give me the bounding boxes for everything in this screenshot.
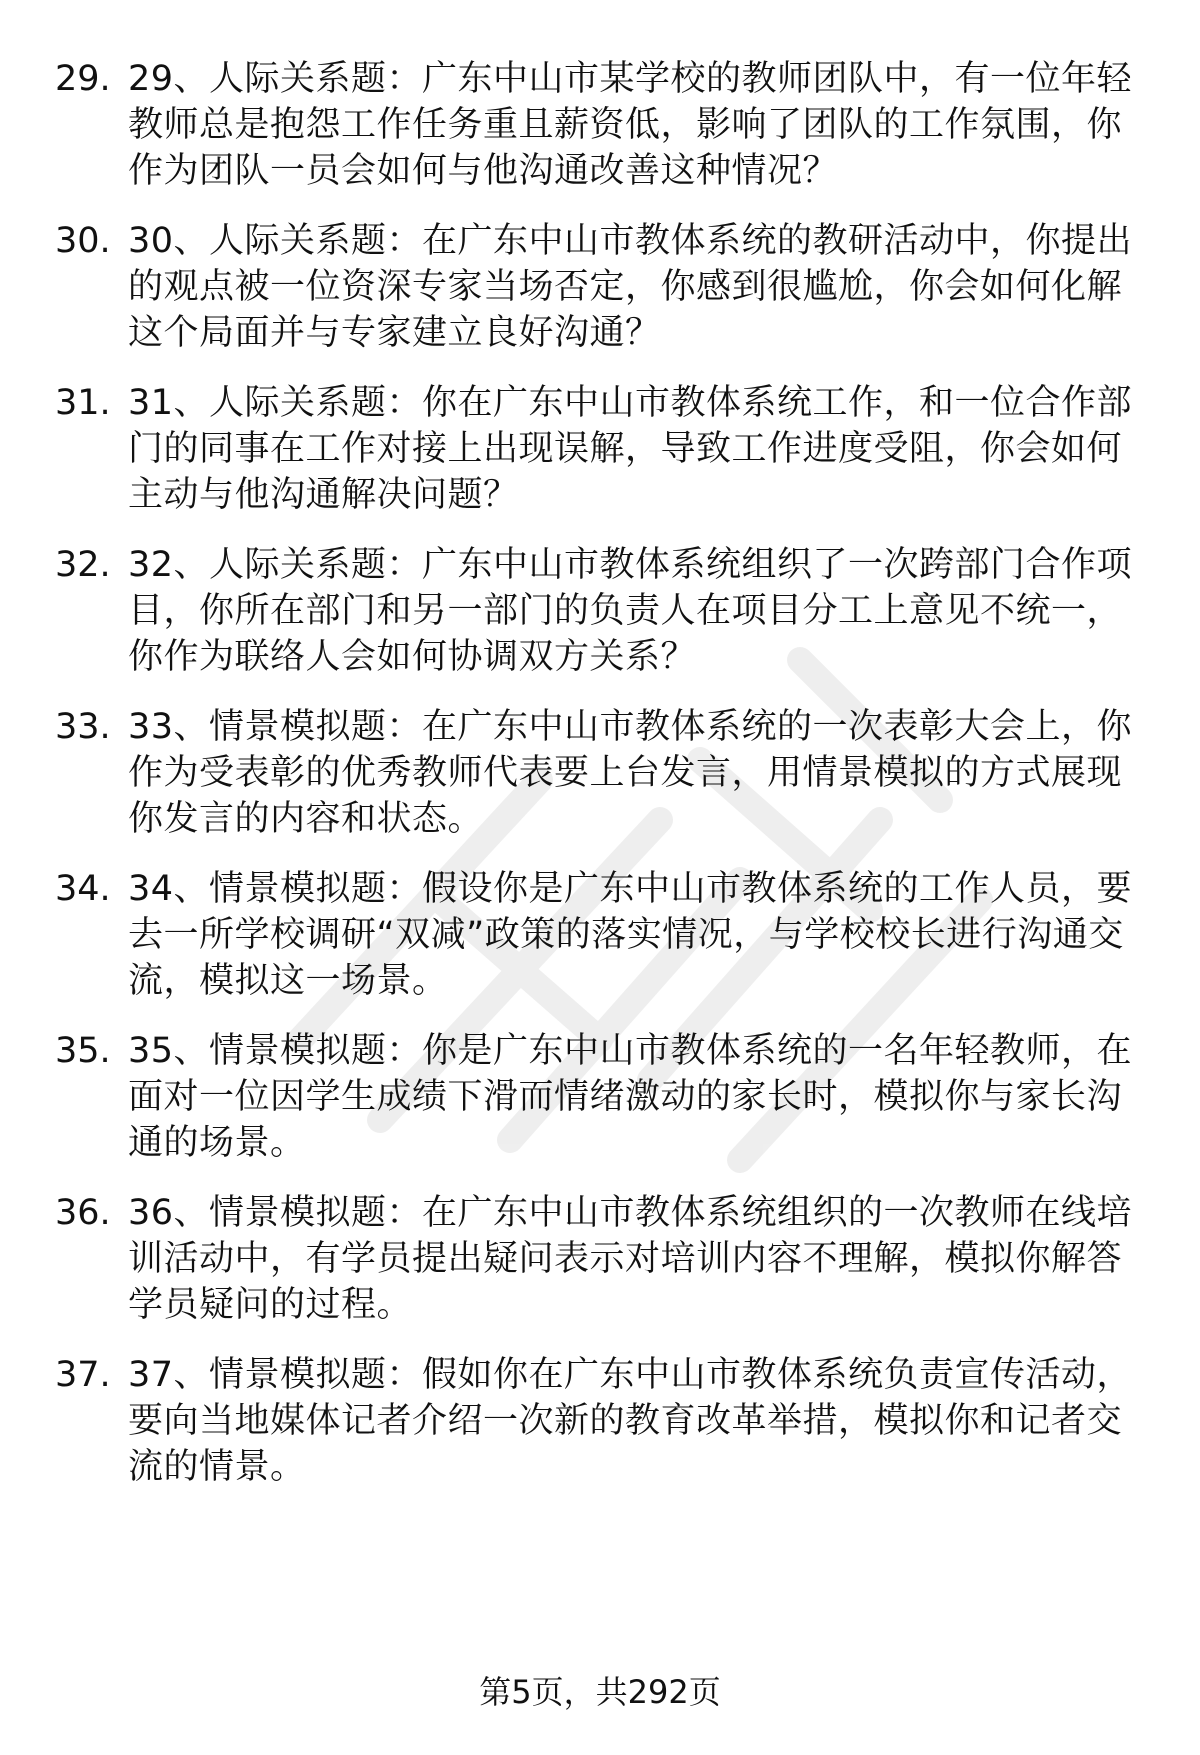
page-number-footer: 第5页，共292页: [479, 1673, 721, 1711]
question-number: 31.: [55, 383, 111, 423]
question-text: 32、人际关系题：广东中山市教体系统组织了一次跨部门合作项目，你所在部门和另一部门的负责人在项目分工上意见不统一，你作为联络人会如何协调双方关系？: [128, 545, 1133, 677]
question-number: 30.: [55, 221, 111, 261]
question-number: 36.: [55, 1193, 111, 1233]
question-number: 34.: [55, 869, 111, 909]
question-number: 37.: [55, 1355, 111, 1395]
question-number: 32.: [55, 545, 111, 585]
question-number: 35.: [55, 1031, 111, 1071]
question-number: 33.: [55, 707, 111, 747]
question-text: 31、人际关系题：你在广东中山市教体系统工作，和一位合作部门的同事在工作对接上出现误解，导致工作进度受阻，你会如何主动与他沟通解决问题？: [128, 383, 1133, 515]
question-text: 37、情景模拟题：假如你在广东中山市教体系统负责宣传活动，要向当地媒体记者介绍一次新的教育改革举措，模拟你和记者交流的情景。: [128, 1355, 1133, 1487]
question-text: 35、情景模拟题：你是广东中山市教体系统的一名年轻教师，在面对一位因学生成绩下滑而情绪激动的家长时，模拟你与家长沟通的场景。: [128, 1031, 1133, 1163]
question-number: 29.: [55, 59, 111, 99]
question-text: 36、情景模拟题：在广东中山市教体系统组织的一次教师在线培训活动中，有学员提出疑问表示对培训内容不理解，模拟你解答学员疑问的过程。: [128, 1193, 1133, 1325]
question-text: 33、情景模拟题：在广东中山市教体系统的一次表彰大会上，你作为受表彰的优秀教师代表要上台发言，用情景模拟的方式展现你发言的内容和状态。: [128, 707, 1133, 839]
question-text: 34、情景模拟题：假设你是广东中山市教体系统的工作人员，要去一所学校调研“双减”政策的落实情况，与学校校长进行沟通交流，模拟这一场景。: [128, 869, 1133, 1001]
question-text: 29、人际关系题：广东中山市某学校的教师团队中，有一位年轻教师总是抱怨工作任务重且薪资低，影响了团队的工作氛围，你作为团队一员会如何与他沟通改善这种情况？: [128, 59, 1133, 191]
question-text: 30、人际关系题：在广东中山市教体系统的教研活动中，你提出的观点被一位资深专家当场否定，你感到很尴尬，你会如何化解这个局面并与专家建立良好沟通？: [128, 221, 1133, 353]
